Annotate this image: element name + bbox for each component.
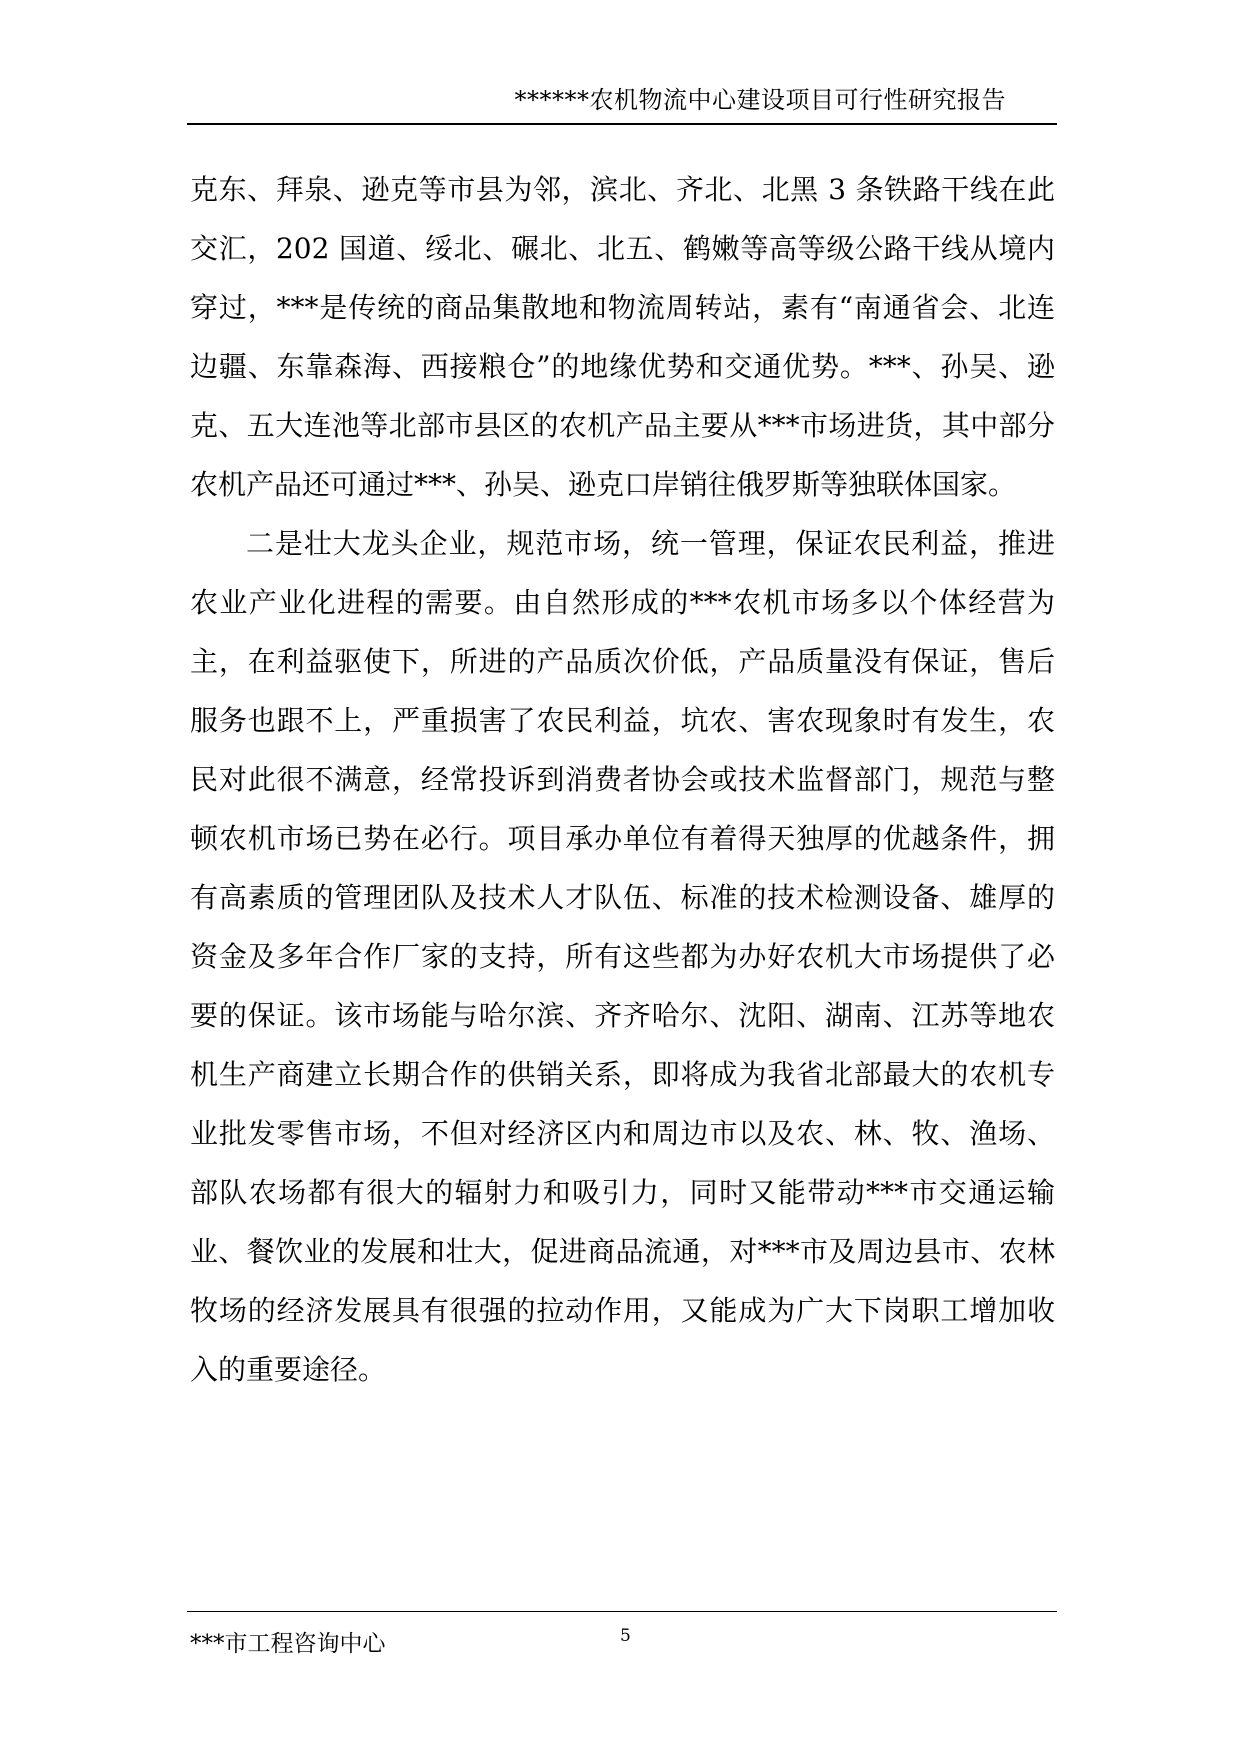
header-divider: [187, 123, 1057, 125]
footer-organization: ***市工程咨询中心: [190, 1631, 386, 1657]
document-body: [190, 160, 1055, 1399]
paragraph-continued: 克东、拜泉、逊克等市县为邻，滨北、齐北、北黑 3 条铁路干线在此交汇，202 国道、绥北、碾北、北五、鹤嫩等高等级公路干线从境内穿过，***是传统的商品集散地和物流周转站，素有“南通省会、北连边疆、东靠森海、西接粮仓”的地缘优势和交通优势。***、孙吴、逊克、五大连池等北部市县区的农机产品主要从***市场进货，其中部分农机产品还可通过***、孙吴、逊克口岸销往俄罗斯等独联体国家。: [190, 173, 1055, 501]
footer-divider: [187, 1611, 1057, 1612]
header-title: ******农机物流中心建设项目可行性研究报告: [514, 86, 1006, 114]
page-number: 5: [620, 1626, 631, 1646]
paragraph-second-reason: 二是壮大龙头企业，规范市场，统一管理，保证农民利益，推进农业产业化进程的需要。由自然形成的***农机市场多以个体经营为主，在利益驱使下，所进的产品质次价低，产品质量没有保证，售后服务也跟不上，严重损害了农民利益，坑农、害农现象时有发生，农民对此很不满意，经常投诉到消费者协会或技术监督部门，规范与整顿农机市场已势在必行。项目承办单位有着得天独厚的优越条件，拥有高素质的管理团队及技术人才队伍、标准的技术检测设备、雄厚的资金及多年合作厂家的支持，所有这些都为办好农机大市场提供了必要的保证。该市场能与哈尔滨、齐齐哈尔、沈阳、湖南、江苏等地农机生产商建立长期合作的供销关系，即将成为我省北部最大的农机专业批发零售市场，不但对经济区内和周边市以及农、林、牧、渔场、部队农场都有很大的辐射力和吸引力，同时又能带动***市交通运输业、餐饮业的发展和壮大，促进商品流通，对***市及周边县市、农林牧场的经济发展具有很强的拉动作用，又能成为广大下岗职工增加收入的重要途径。: [190, 527, 1055, 1386]
